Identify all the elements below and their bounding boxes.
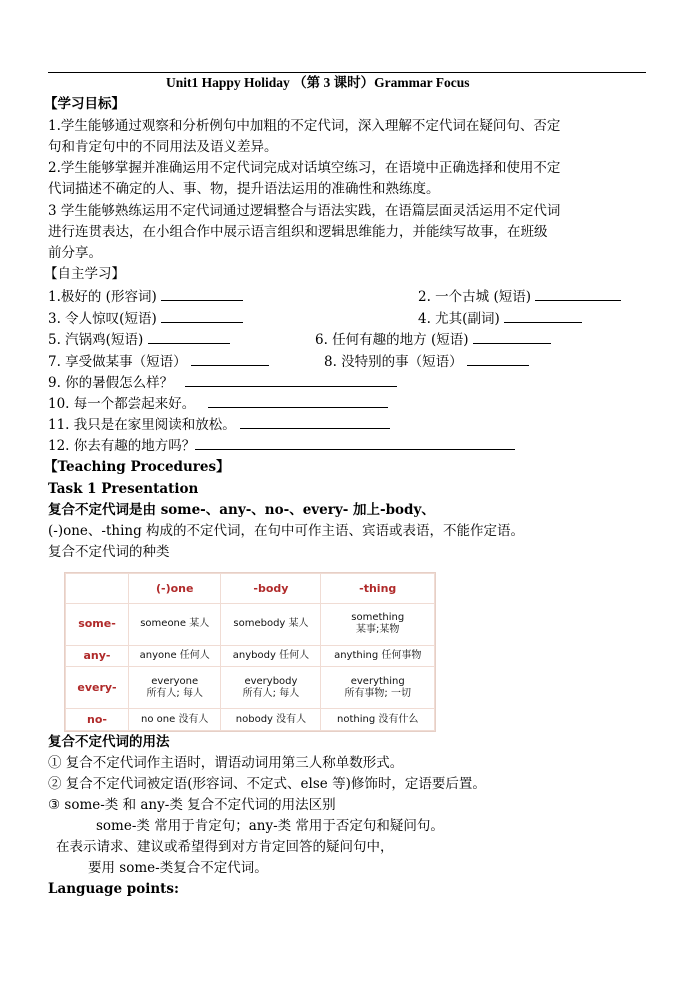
- exercise-prompt: 2. 一个古城 (短语): [418, 289, 531, 305]
- column-header: -body: [221, 574, 321, 604]
- table-row: [66, 709, 435, 731]
- answer-blank[interactable]: [240, 416, 390, 429]
- exercise-prompt: 10. 每一个都尝起来好。: [48, 396, 196, 412]
- usage-line: 要用 some-类复合不定代词。: [88, 860, 268, 876]
- table-cell: anyone 任何人: [129, 645, 221, 667]
- kinds-caption: 复合不定代词的种类: [48, 544, 170, 560]
- exercise-prompt: 4. 尤其(副词): [418, 311, 500, 327]
- table-cell: no one 没有人: [129, 709, 221, 731]
- table-corner: [66, 574, 129, 604]
- table-row: [66, 645, 435, 667]
- exercise-item: [324, 353, 529, 371]
- answer-blank[interactable]: [148, 331, 230, 344]
- header-rule: [48, 72, 646, 73]
- objective-line: 句和肯定句中的不同用法及语义差异。: [48, 139, 278, 155]
- answer-blank[interactable]: [161, 310, 243, 323]
- usage-line: 在表示请求、建议或希望得到对方肯定回答的疑问句中，: [56, 839, 394, 855]
- answer-blank[interactable]: [161, 288, 243, 301]
- answer-blank[interactable]: [473, 331, 551, 344]
- exercise-item: [315, 331, 551, 349]
- self-study-heading: 【自主学习】: [44, 266, 125, 282]
- usage-line: some-类 常用于肯定句；any-类 常用于否定句和疑问句。: [96, 818, 444, 834]
- exercise-prompt: 6. 任何有趣的地方 (短语): [315, 332, 469, 348]
- exercise-item: [48, 310, 243, 328]
- row-header: every-: [66, 667, 129, 709]
- exercise-item: [48, 374, 397, 392]
- table-cell: everybody 所有人; 每人: [221, 667, 321, 709]
- table-cell: something 某事;某物: [321, 604, 435, 646]
- table-cell: nothing 没有什么: [321, 709, 435, 731]
- objective-line: 进行连贯表达，在小组合作中展示语言组织和逻辑思维能力，并能续写故事，在班级: [48, 224, 548, 240]
- exercise-item: [48, 416, 390, 434]
- table-cell: anything 任何事物: [321, 645, 435, 667]
- exercise-item: [48, 288, 243, 306]
- usage-line: ① 复合不定代词作主语时，谓语动词用第三人称单数形式。: [48, 755, 404, 771]
- table-cell: somebody 某人: [221, 604, 321, 646]
- objective-line: 代词描述不确定的人、事、物，提升语法运用的准确性和熟练度。: [48, 181, 440, 197]
- definition-text: (-)one、-thing 构成的不定代词，在句中可作主语、宾语或表语，不能作定语。: [48, 523, 525, 539]
- column-header: (-)one: [129, 574, 221, 604]
- exercise-prompt: 11. 我只是在家里阅读和放松。: [48, 417, 236, 433]
- table-row: [66, 667, 435, 709]
- answer-blank[interactable]: [191, 353, 269, 366]
- procedures-heading: 【Teaching Procedures】: [44, 459, 230, 475]
- objectives-heading: 【学习目标】: [44, 96, 125, 112]
- exercise-prompt: 12. 你去有趣的地方吗？: [48, 438, 196, 454]
- usage-line: ② 复合不定代词被定语(形容词、不定式、else 等)修饰时，定语要后置。: [48, 776, 486, 792]
- column-header: -thing: [321, 574, 435, 604]
- exercise-prompt: 5. 汽锅鸡(短语): [48, 332, 144, 348]
- usage-line: ③ some-类 和 any-类 复合不定代词的用法区别: [48, 797, 336, 813]
- exercise-item: [48, 437, 515, 455]
- objective-line: 2.学生能够掌握并准确运用不定代词完成对话填空练习，在语境中正确选择和使用不定: [48, 160, 561, 176]
- definition-bold: 复合不定代词是由 some-、any-、no-、every- 加上-body、: [48, 502, 435, 518]
- exercise-item: [48, 395, 388, 413]
- page-title: Unit1 Happy Holiday （第 3 课时）Grammar Focus: [166, 75, 470, 90]
- row-header: no-: [66, 709, 129, 731]
- row-header: some-: [66, 604, 129, 646]
- exercise-prompt: 3. 令人惊叹(短语): [48, 311, 157, 327]
- table-cell: everyone 所有人; 每人: [129, 667, 221, 709]
- table-cell: someone 某人: [129, 604, 221, 646]
- answer-blank[interactable]: [208, 395, 388, 408]
- answer-blank[interactable]: [195, 437, 515, 450]
- table-cell: anybody 任何人: [221, 645, 321, 667]
- answer-blank[interactable]: [185, 374, 397, 387]
- pronoun-table: [64, 572, 436, 732]
- row-header: any-: [66, 645, 129, 667]
- table-cell: everything 所有事物; 一切: [321, 667, 435, 709]
- exercise-prompt: 8. 没特别的事（短语）: [324, 354, 463, 370]
- objective-line: 前分享。: [48, 245, 102, 261]
- answer-blank[interactable]: [504, 310, 582, 323]
- exercise-item: [418, 310, 582, 328]
- exercise-item: [48, 353, 269, 371]
- table-cell: nobody 没有人: [221, 709, 321, 731]
- exercise-item: [48, 331, 230, 349]
- exercise-prompt: 1.极好的 (形容词): [48, 289, 157, 305]
- exercise-prompt: 7. 享受做某事（短语）: [48, 354, 187, 370]
- language-points-heading: Language points:: [48, 881, 179, 897]
- answer-blank[interactable]: [535, 288, 621, 301]
- exercise-item: [418, 288, 621, 306]
- exercise-prompt: 9. 你的暑假怎么样？: [48, 375, 174, 391]
- objective-line: 3 学生能够熟练运用不定代词通过逻辑整合与语法实践，在语篇层面灵活运用不定代词: [48, 203, 561, 219]
- task-heading: Task 1 Presentation: [48, 481, 199, 497]
- answer-blank[interactable]: [467, 353, 529, 366]
- usage-heading: 复合不定代词的用法: [48, 734, 170, 750]
- objective-line: 1.学生能够通过观察和分析例句中加粗的不定代词，深入理解不定代词在疑问句、否定: [48, 118, 561, 134]
- table-row: [66, 604, 435, 646]
